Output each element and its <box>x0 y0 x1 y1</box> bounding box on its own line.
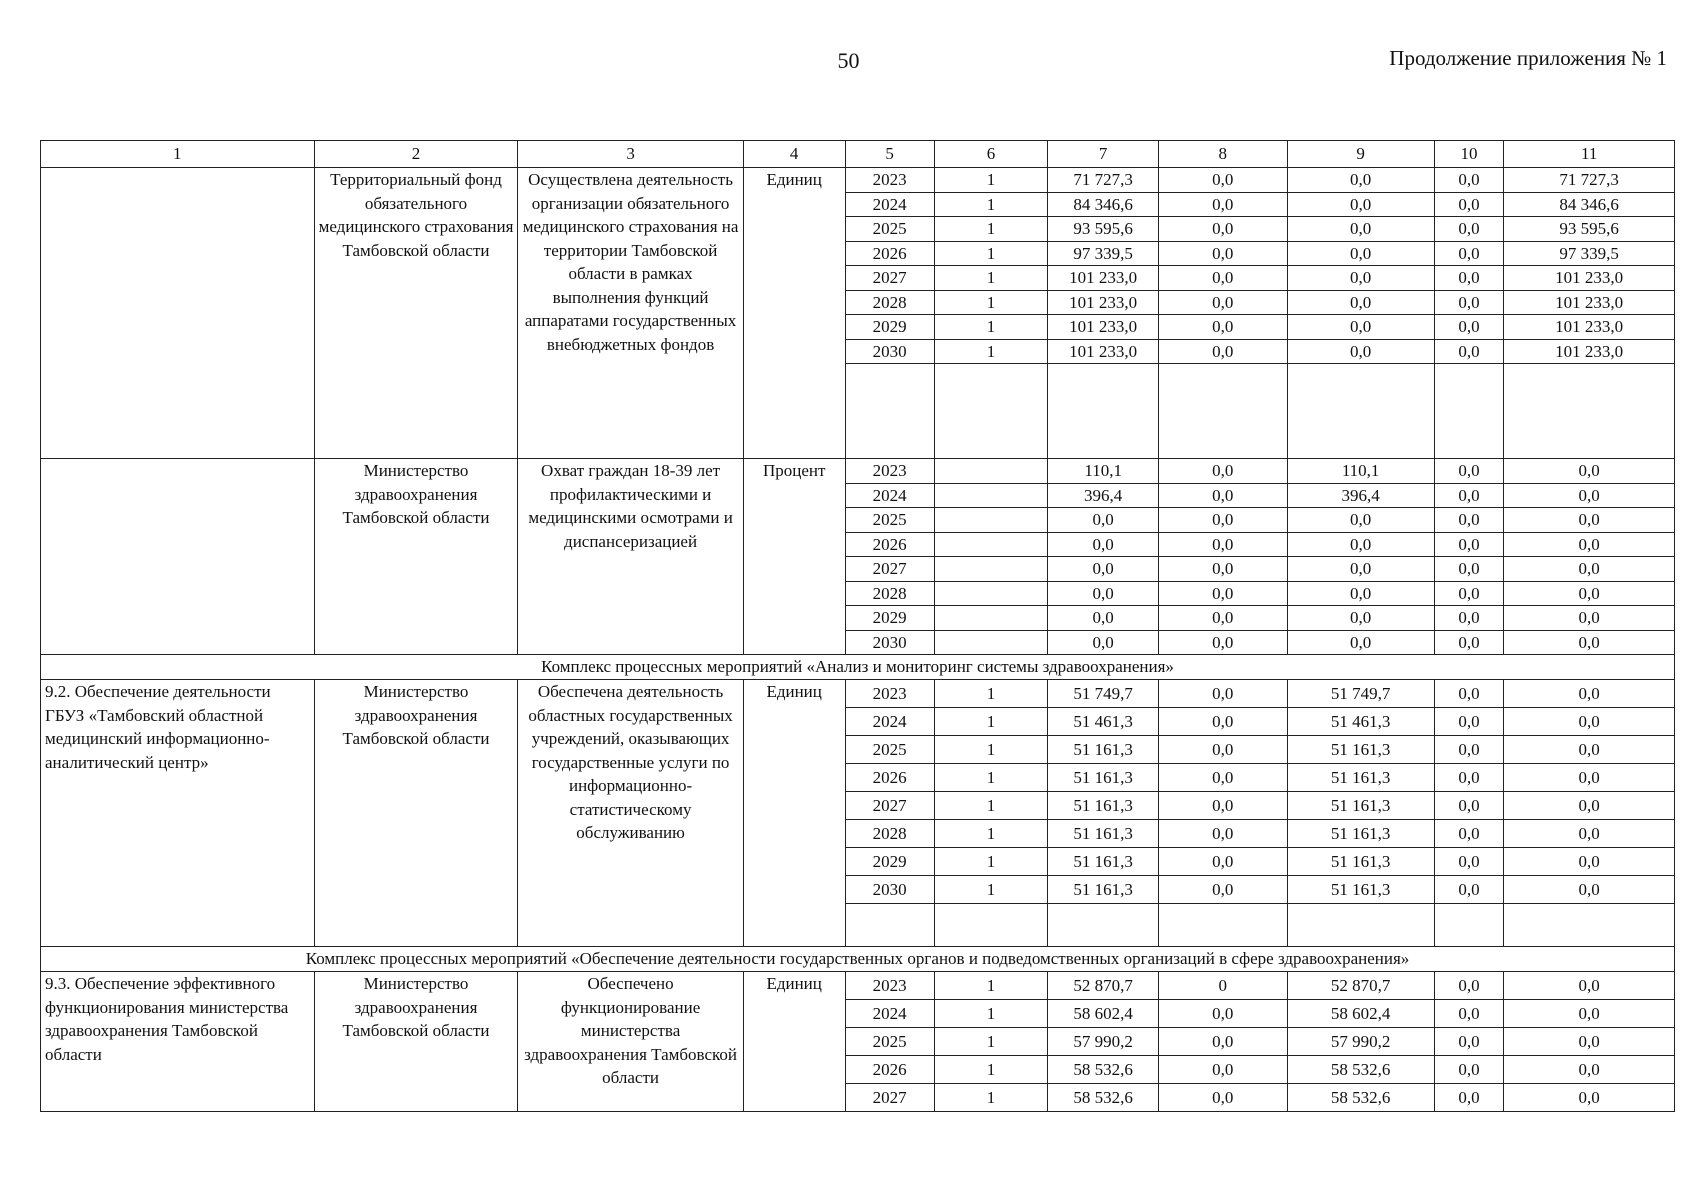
amount-cell: 51 161,3 <box>1048 848 1159 876</box>
year-cell: 2025 <box>845 508 934 533</box>
amount-cell: 93 595,6 <box>1048 217 1159 242</box>
regional-cell: 0,0 <box>1287 290 1434 315</box>
year-cell: 2029 <box>845 848 934 876</box>
col-header: 2 <box>314 141 518 168</box>
responsible-cell: Министерство здравоохранения Тамбовской области <box>314 680 518 947</box>
municipal-cell: 0,0 <box>1434 736 1504 764</box>
fund-cell: 0,0 <box>1504 459 1675 484</box>
federal-cell: 0,0 <box>1158 339 1287 364</box>
municipal-cell: 0,0 <box>1434 848 1504 876</box>
regional-cell: 0,0 <box>1287 339 1434 364</box>
municipal-cell: 0,0 <box>1434 557 1504 582</box>
amount-cell: 396,4 <box>1048 483 1159 508</box>
amount-cell: 51 161,3 <box>1048 792 1159 820</box>
value-cell <box>934 581 1048 606</box>
municipal-cell: 0,0 <box>1434 820 1504 848</box>
year-cell: 2023 <box>845 972 934 1000</box>
regional-cell: 51 161,3 <box>1287 820 1434 848</box>
result-cell: Обеспечена деятельность областных государственных учреждений, оказывающих государственные услуги по информационно-статистическому обслуживанию <box>518 680 743 947</box>
spacer-cell <box>845 904 934 947</box>
fund-cell: 0,0 <box>1504 557 1675 582</box>
activity-cell: 9.3. Обеспечение эффективного функционирования министерства здравоохранения Тамбовской области <box>41 972 315 1112</box>
amount-cell: 51 161,3 <box>1048 820 1159 848</box>
fund-cell: 0,0 <box>1504 1084 1675 1112</box>
municipal-cell: 0,0 <box>1434 315 1504 340</box>
federal-cell: 0,0 <box>1158 483 1287 508</box>
activity-cell <box>41 168 315 459</box>
section-title: Комплекс процессных мероприятий «Анализ и мониторинг системы здравоохранения» <box>41 655 1675 680</box>
fund-cell: 0,0 <box>1504 792 1675 820</box>
year-cell: 2026 <box>845 764 934 792</box>
fund-cell: 101 233,0 <box>1504 339 1675 364</box>
value-cell: 1 <box>934 1000 1048 1028</box>
year-cell: 2026 <box>845 1056 934 1084</box>
municipal-cell: 0,0 <box>1434 764 1504 792</box>
value-cell: 1 <box>934 680 1048 708</box>
fund-cell: 0,0 <box>1504 972 1675 1000</box>
regional-cell: 52 870,7 <box>1287 972 1434 1000</box>
federal-cell: 0,0 <box>1158 848 1287 876</box>
activity-cell <box>41 459 315 655</box>
federal-cell: 0,0 <box>1158 217 1287 242</box>
federal-cell: 0,0 <box>1158 1056 1287 1084</box>
regional-cell: 58 532,6 <box>1287 1056 1434 1084</box>
result-cell: Осуществлена деятельность организации обязательного медицинского страхования на территории Тамбовской области в рамках выполнения функций аппаратами государственных внебюджетных фондов <box>518 168 743 459</box>
amount-cell: 101 233,0 <box>1048 315 1159 340</box>
regional-cell: 0,0 <box>1287 581 1434 606</box>
federal-cell: 0,0 <box>1158 876 1287 904</box>
regional-cell: 396,4 <box>1287 483 1434 508</box>
col-header: 6 <box>934 141 1048 168</box>
value-cell: 1 <box>934 848 1048 876</box>
col-header: 1 <box>41 141 315 168</box>
year-cell: 2023 <box>845 168 934 193</box>
regional-cell: 0,0 <box>1287 168 1434 193</box>
municipal-cell: 0,0 <box>1434 1056 1504 1084</box>
value-cell <box>934 483 1048 508</box>
col-header: 7 <box>1048 141 1159 168</box>
fund-cell: 0,0 <box>1504 581 1675 606</box>
table-row <box>41 680 1675 708</box>
value-cell: 1 <box>934 764 1048 792</box>
federal-cell: 0,0 <box>1158 192 1287 217</box>
amount-cell: 51 161,3 <box>1048 764 1159 792</box>
unit-cell: Процент <box>743 459 845 655</box>
federal-cell: 0,0 <box>1158 680 1287 708</box>
amount-cell: 58 532,6 <box>1048 1056 1159 1084</box>
federal-cell: 0,0 <box>1158 266 1287 291</box>
fund-cell: 0,0 <box>1504 764 1675 792</box>
federal-cell: 0,0 <box>1158 792 1287 820</box>
regional-cell: 57 990,2 <box>1287 1028 1434 1056</box>
year-cell: 2029 <box>845 606 934 631</box>
year-cell: 2026 <box>845 241 934 266</box>
federal-cell: 0,0 <box>1158 606 1287 631</box>
value-cell: 1 <box>934 168 1048 193</box>
value-cell: 1 <box>934 1084 1048 1112</box>
table-row <box>41 168 1675 193</box>
value-cell <box>934 532 1048 557</box>
year-cell: 2023 <box>845 459 934 484</box>
col-header: 8 <box>1158 141 1287 168</box>
value-cell: 1 <box>934 1056 1048 1084</box>
fund-cell: 0,0 <box>1504 848 1675 876</box>
municipal-cell: 0,0 <box>1434 290 1504 315</box>
federal-cell: 0,0 <box>1158 1084 1287 1112</box>
fund-cell: 0,0 <box>1504 1028 1675 1056</box>
spacer-cell <box>1048 904 1159 947</box>
regional-cell: 51 461,3 <box>1287 708 1434 736</box>
municipal-cell: 0,0 <box>1434 606 1504 631</box>
municipal-cell: 0,0 <box>1434 581 1504 606</box>
municipal-cell: 0,0 <box>1434 508 1504 533</box>
year-cell: 2023 <box>845 680 934 708</box>
federal-cell: 0,0 <box>1158 532 1287 557</box>
regional-cell: 0,0 <box>1287 217 1434 242</box>
unit-cell: Единиц <box>743 680 845 947</box>
value-cell: 1 <box>934 290 1048 315</box>
col-header: 4 <box>743 141 845 168</box>
regional-cell: 0,0 <box>1287 606 1434 631</box>
regional-cell: 0,0 <box>1287 266 1434 291</box>
value-cell: 1 <box>934 708 1048 736</box>
amount-cell: 0,0 <box>1048 581 1159 606</box>
year-cell: 2028 <box>845 820 934 848</box>
spacer-cell <box>1504 364 1675 459</box>
municipal-cell: 0,0 <box>1434 266 1504 291</box>
value-cell: 1 <box>934 972 1048 1000</box>
header-row <box>41 141 1675 168</box>
value-cell <box>934 508 1048 533</box>
spacer-cell <box>1434 904 1504 947</box>
spacer-cell <box>845 364 934 459</box>
amount-cell: 51 749,7 <box>1048 680 1159 708</box>
value-cell: 1 <box>934 792 1048 820</box>
result-cell: Обеспечено функционирование министерства здравоохранения Тамбовской области <box>518 972 743 1112</box>
appendix-note: Продолжение приложения № 1 <box>1389 46 1667 70</box>
year-cell: 2024 <box>845 192 934 217</box>
value-cell: 1 <box>934 266 1048 291</box>
page-number: 50 <box>837 48 860 73</box>
federal-cell: 0,0 <box>1158 581 1287 606</box>
col-header: 5 <box>845 141 934 168</box>
value-cell <box>934 557 1048 582</box>
federal-cell: 0,0 <box>1158 290 1287 315</box>
federal-cell: 0,0 <box>1158 1028 1287 1056</box>
col-header: 3 <box>518 141 743 168</box>
federal-cell: 0,0 <box>1158 764 1287 792</box>
amount-cell: 110,1 <box>1048 459 1159 484</box>
regional-cell: 51 161,3 <box>1287 848 1434 876</box>
regional-cell: 0,0 <box>1287 192 1434 217</box>
col-header: 9 <box>1287 141 1434 168</box>
regional-cell: 58 602,4 <box>1287 1000 1434 1028</box>
year-cell: 2024 <box>845 708 934 736</box>
col-header: 10 <box>1434 141 1504 168</box>
value-cell <box>934 606 1048 631</box>
value-cell: 1 <box>934 876 1048 904</box>
municipal-cell: 0,0 <box>1434 972 1504 1000</box>
col-header: 11 <box>1504 141 1675 168</box>
municipal-cell: 0,0 <box>1434 241 1504 266</box>
year-cell: 2025 <box>845 1028 934 1056</box>
regional-cell: 51 749,7 <box>1287 680 1434 708</box>
municipal-cell: 0,0 <box>1434 876 1504 904</box>
regional-cell: 0,0 <box>1287 532 1434 557</box>
year-cell: 2025 <box>845 217 934 242</box>
unit-cell: Единиц <box>743 972 845 1112</box>
regional-cell: 0,0 <box>1287 630 1434 655</box>
amount-cell: 0,0 <box>1048 532 1159 557</box>
amount-cell: 101 233,0 <box>1048 339 1159 364</box>
year-cell: 2030 <box>845 876 934 904</box>
section-title: Комплекс процессных мероприятий «Обеспечение деятельности государственных органов и подведомственных организаций в сфере здравоохранения» <box>41 947 1675 972</box>
regional-cell: 51 161,3 <box>1287 736 1434 764</box>
federal-cell: 0,0 <box>1158 508 1287 533</box>
year-cell: 2024 <box>845 483 934 508</box>
fund-cell: 71 727,3 <box>1504 168 1675 193</box>
municipal-cell: 0,0 <box>1434 168 1504 193</box>
value-cell <box>934 459 1048 484</box>
municipal-cell: 0,0 <box>1434 1084 1504 1112</box>
year-cell: 2025 <box>845 736 934 764</box>
value-cell: 1 <box>934 315 1048 340</box>
amount-cell: 0,0 <box>1048 606 1159 631</box>
amount-cell: 51 161,3 <box>1048 736 1159 764</box>
regional-cell: 110,1 <box>1287 459 1434 484</box>
unit-cell: Единиц <box>743 168 845 459</box>
amount-cell: 101 233,0 <box>1048 290 1159 315</box>
amount-cell: 101 233,0 <box>1048 266 1159 291</box>
year-cell: 2026 <box>845 532 934 557</box>
spacer-cell <box>1048 364 1159 459</box>
municipal-cell: 0,0 <box>1434 339 1504 364</box>
municipal-cell: 0,0 <box>1434 792 1504 820</box>
regional-cell: 0,0 <box>1287 241 1434 266</box>
table-row <box>41 459 1675 484</box>
fund-cell: 101 233,0 <box>1504 315 1675 340</box>
spacer-cell <box>1434 364 1504 459</box>
value-cell: 1 <box>934 192 1048 217</box>
responsible-cell: Министерство здравоохранения Тамбовской области <box>314 459 518 655</box>
fund-cell: 0,0 <box>1504 820 1675 848</box>
fund-cell: 0,0 <box>1504 1056 1675 1084</box>
fund-cell: 93 595,6 <box>1504 217 1675 242</box>
regional-cell: 0,0 <box>1287 557 1434 582</box>
spacer-cell <box>934 364 1048 459</box>
activity-cell: 9.2. Обеспечение деятельности ГБУЗ «Тамбовский областной медицинский информационно-аналитический центр» <box>41 680 315 947</box>
federal-cell: 0,0 <box>1158 630 1287 655</box>
section-row <box>41 655 1675 680</box>
fund-cell: 0,0 <box>1504 876 1675 904</box>
value-cell: 1 <box>934 820 1048 848</box>
year-cell: 2028 <box>845 290 934 315</box>
municipal-cell: 0,0 <box>1434 680 1504 708</box>
federal-cell: 0,0 <box>1158 820 1287 848</box>
regional-cell: 0,0 <box>1287 508 1434 533</box>
year-cell: 2030 <box>845 630 934 655</box>
spacer-cell <box>1287 904 1434 947</box>
section-row <box>41 947 1675 972</box>
year-cell: 2027 <box>845 557 934 582</box>
municipal-cell: 0,0 <box>1434 1028 1504 1056</box>
municipal-cell: 0,0 <box>1434 192 1504 217</box>
value-cell: 1 <box>934 339 1048 364</box>
federal-cell: 0,0 <box>1158 315 1287 340</box>
spacer-cell <box>1158 904 1287 947</box>
fund-cell: 101 233,0 <box>1504 266 1675 291</box>
fund-cell: 0,0 <box>1504 606 1675 631</box>
amount-cell: 84 346,6 <box>1048 192 1159 217</box>
amount-cell: 0,0 <box>1048 630 1159 655</box>
value-cell: 1 <box>934 1028 1048 1056</box>
amount-cell: 52 870,7 <box>1048 972 1159 1000</box>
amount-cell: 58 602,4 <box>1048 1000 1159 1028</box>
value-cell: 1 <box>934 217 1048 242</box>
federal-cell: 0,0 <box>1158 557 1287 582</box>
amount-cell: 0,0 <box>1048 508 1159 533</box>
federal-cell: 0,0 <box>1158 168 1287 193</box>
year-cell: 2029 <box>845 315 934 340</box>
fund-cell: 0,0 <box>1504 532 1675 557</box>
fund-cell: 0,0 <box>1504 483 1675 508</box>
responsible-cell: Министерство здравоохранения Тамбовской области <box>314 972 518 1112</box>
fund-cell: 101 233,0 <box>1504 290 1675 315</box>
federal-cell: 0,0 <box>1158 708 1287 736</box>
year-cell: 2027 <box>845 266 934 291</box>
value-cell: 1 <box>934 736 1048 764</box>
budget-table <box>40 140 1675 1112</box>
federal-cell: 0,0 <box>1158 241 1287 266</box>
amount-cell: 51 461,3 <box>1048 708 1159 736</box>
municipal-cell: 0,0 <box>1434 217 1504 242</box>
amount-cell: 51 161,3 <box>1048 876 1159 904</box>
fund-cell: 0,0 <box>1504 708 1675 736</box>
amount-cell: 57 990,2 <box>1048 1028 1159 1056</box>
fund-cell: 0,0 <box>1504 736 1675 764</box>
federal-cell: 0,0 <box>1158 1000 1287 1028</box>
responsible-cell: Территориальный фонд обязательного медицинского страхования Тамбовской области <box>314 168 518 459</box>
municipal-cell: 0,0 <box>1434 532 1504 557</box>
value-cell <box>934 630 1048 655</box>
regional-cell: 51 161,3 <box>1287 764 1434 792</box>
regional-cell: 51 161,3 <box>1287 876 1434 904</box>
federal-cell: 0 <box>1158 972 1287 1000</box>
federal-cell: 0,0 <box>1158 736 1287 764</box>
regional-cell: 0,0 <box>1287 315 1434 340</box>
fund-cell: 84 346,6 <box>1504 192 1675 217</box>
amount-cell: 71 727,3 <box>1048 168 1159 193</box>
federal-cell: 0,0 <box>1158 459 1287 484</box>
fund-cell: 0,0 <box>1504 630 1675 655</box>
regional-cell: 58 532,6 <box>1287 1084 1434 1112</box>
municipal-cell: 0,0 <box>1434 630 1504 655</box>
municipal-cell: 0,0 <box>1434 708 1504 736</box>
result-cell: Охват граждан 18-39 лет профилактическими и медицинскими осмотрами и диспансеризацией <box>518 459 743 655</box>
table-row <box>41 972 1675 1000</box>
regional-cell: 51 161,3 <box>1287 792 1434 820</box>
spacer-cell <box>934 904 1048 947</box>
spacer-cell <box>1504 904 1675 947</box>
amount-cell: 58 532,6 <box>1048 1084 1159 1112</box>
year-cell: 2027 <box>845 792 934 820</box>
amount-cell: 0,0 <box>1048 557 1159 582</box>
year-cell: 2027 <box>845 1084 934 1112</box>
spacer-cell <box>1287 364 1434 459</box>
year-cell: 2028 <box>845 581 934 606</box>
spacer-cell <box>1158 364 1287 459</box>
municipal-cell: 0,0 <box>1434 1000 1504 1028</box>
fund-cell: 0,0 <box>1504 508 1675 533</box>
value-cell: 1 <box>934 241 1048 266</box>
municipal-cell: 0,0 <box>1434 459 1504 484</box>
fund-cell: 0,0 <box>1504 1000 1675 1028</box>
municipal-cell: 0,0 <box>1434 483 1504 508</box>
amount-cell: 97 339,5 <box>1048 241 1159 266</box>
fund-cell: 97 339,5 <box>1504 241 1675 266</box>
year-cell: 2024 <box>845 1000 934 1028</box>
fund-cell: 0,0 <box>1504 680 1675 708</box>
year-cell: 2030 <box>845 339 934 364</box>
